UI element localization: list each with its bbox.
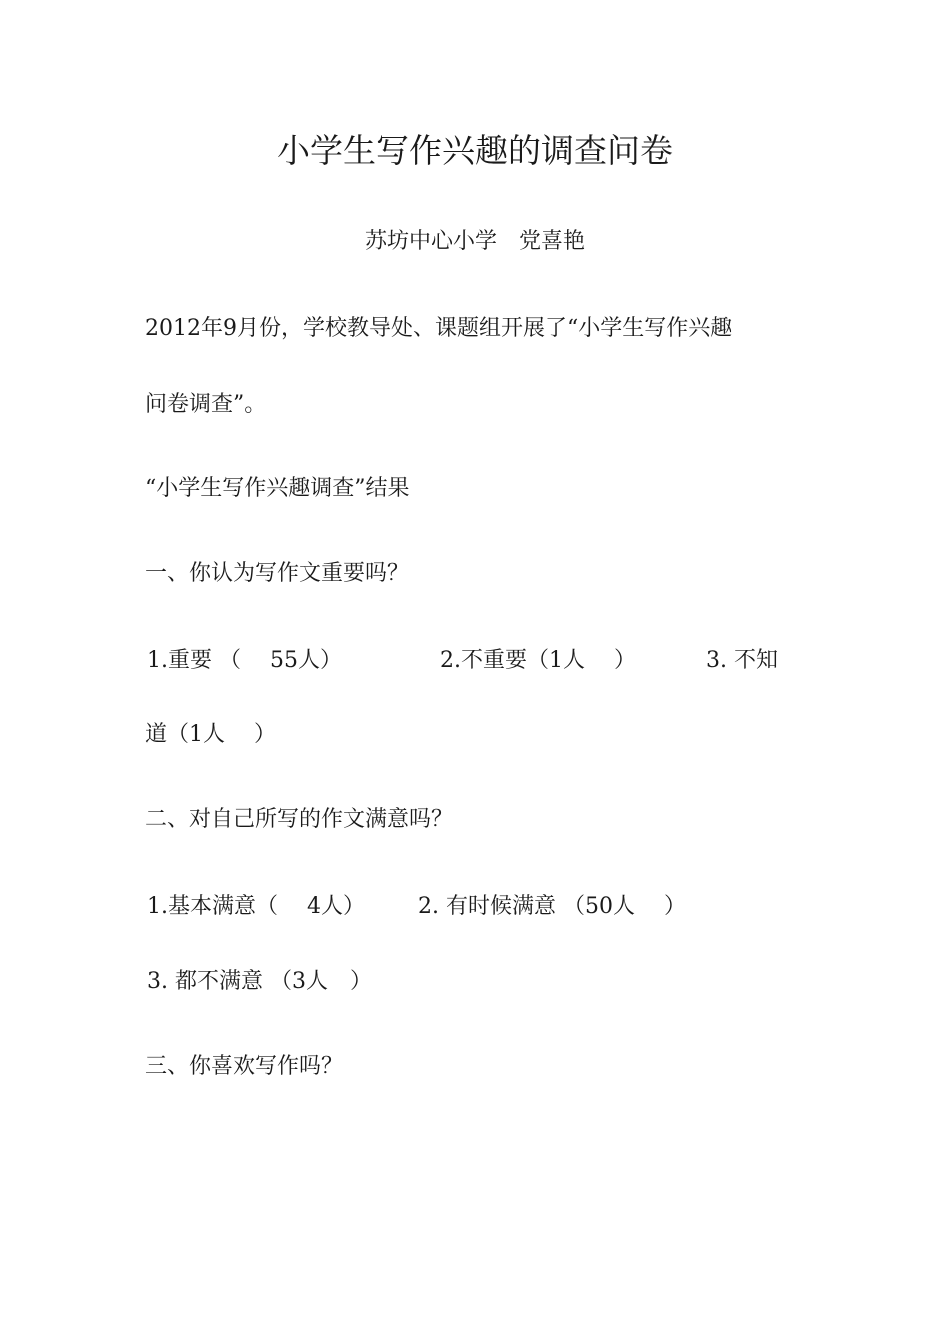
question-2-option-2: 2. 有时候满意 （50人 ） xyxy=(418,894,686,919)
question-1-option-3: 3. 不知 xyxy=(706,648,778,673)
question-3: 三、你喜欢写作吗？ xyxy=(145,1054,344,1079)
question-1-option-2: 2.不重要（1人 ） xyxy=(440,648,636,673)
question-1-option-1: 1.重要 （ 55人） xyxy=(147,648,342,673)
question-1-option-3-cont: 道（1人 ） xyxy=(145,722,276,747)
document-title: 小学生写作兴趣的调查问卷 xyxy=(277,131,673,170)
question-2-option-3: 3. 都不满意 （3人 ） xyxy=(147,969,372,994)
question-1: 一、你认为写作文重要吗？ xyxy=(145,561,410,586)
question-2: 二、对自己所写的作文满意吗？ xyxy=(145,807,454,832)
question-2-option-1: 1.基本满意（ 4人） xyxy=(147,894,365,919)
intro-line-1: 2012年9月份，学校教导处、课题组开展了“小学生写作兴趣 xyxy=(145,316,733,341)
author-line: 苏坊中心小学 党喜艳 xyxy=(364,229,585,254)
intro-line-2: 问卷调查”。 xyxy=(145,392,267,417)
results-heading: “小学生写作兴趣调查”结果 xyxy=(145,476,410,501)
